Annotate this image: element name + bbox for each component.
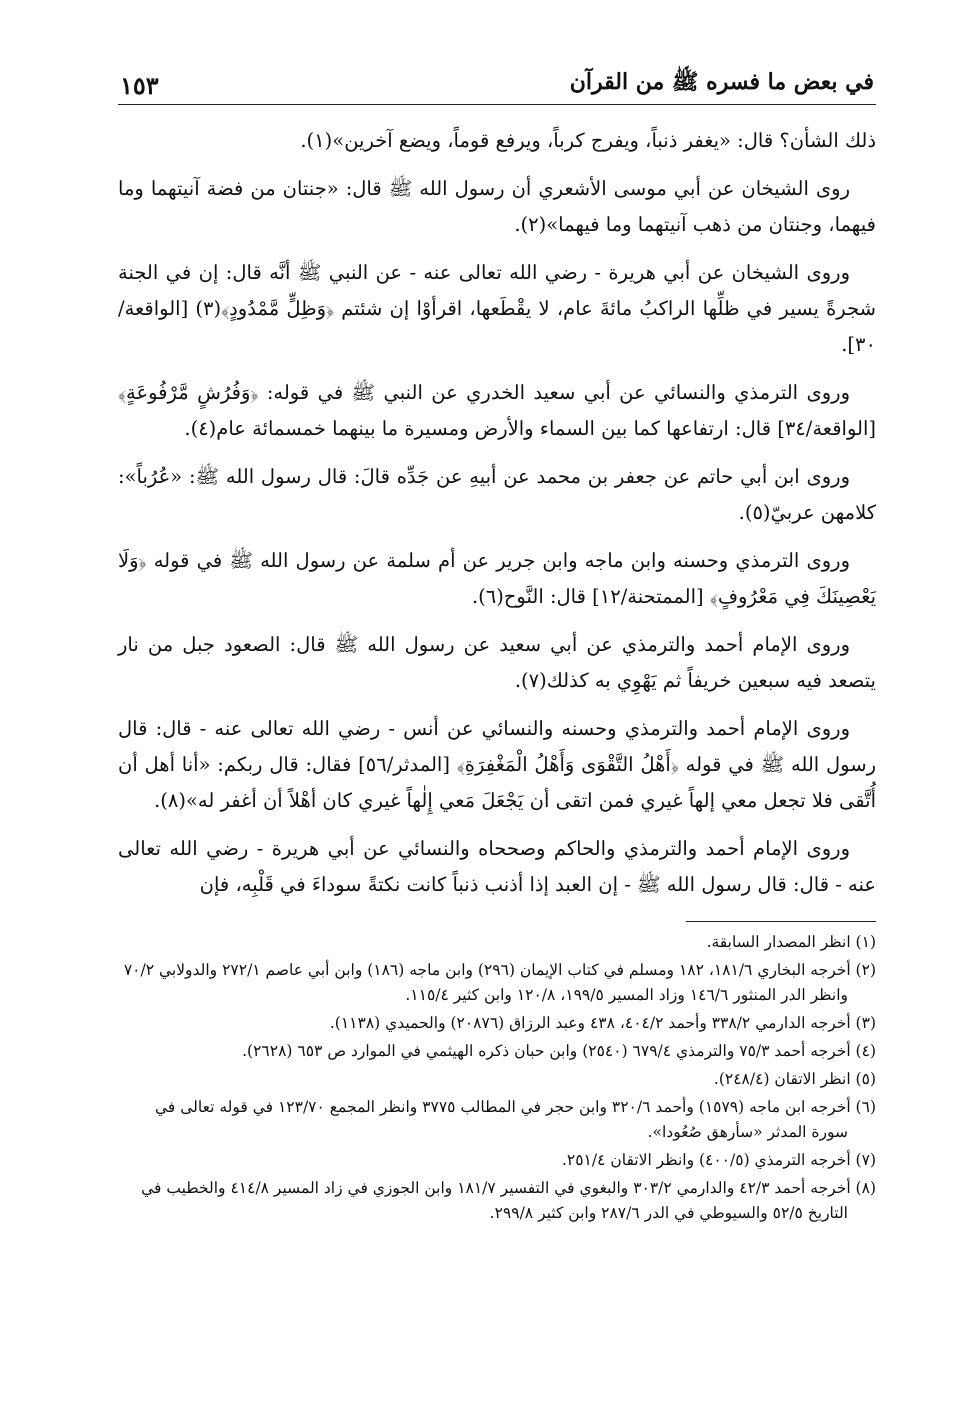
paragraph-9: وروى الإمام أحمد والترمذي والحاكم وصححاه والنسائي عن أبي هريرة - رضي الله تعالى عنه - قال: قال رسول الله ﷺ - إن العبد إذا أذنب ذنباً كانت نكتةً سوداءَ في قَلْبِه، فإن	[118, 837, 876, 896]
paragraph-3: وروى الشيخان عن أبي هريرة - رضي الله تعالى عنه - عن النبي ﷺ أنَّه قال: إن في الجنة شجرةً يسير في ظلِّها الراكبُ مائةَ عام، لا يقْطَعها، اقرأوْا إن شئتم ﴿وَظِلٍّ مَّمْدُودٍ﴾(٣) [الواقعة/٣٠].	[118, 261, 876, 356]
footnotes	[118, 930, 876, 1226]
footnote-separator	[686, 921, 876, 922]
footnote-8: (٨) أخرجه أحمد ٤٢/٣ والدارمي ٣٠٣/٢ والبغوي في التفسير ١٨١/٧ وابن الجوزي في زاد المسير ٤١٤/٨ والخطيب في التاريخ ٥٢/٥ والسيوطي في الدر ٢٨٧/٦ وابن كثير ٢٩٩/٨.	[141, 1179, 876, 1222]
paragraph-1: ذلك الشأن؟ قال: «يغفر ذنباً، ويفرج كرباً، ويرفع قوماً، ويضع آخرين»(١).	[300, 129, 876, 152]
book-page	[118, 56, 876, 1229]
footnote-7: (٧) أخرجه الترمذي (٤٠٠/٥) وانظر الاتقان ٢٥١/٤.	[561, 1151, 876, 1169]
footnote-6: (٦) أخرجه ابن ماجه (١٥٧٩) وأحمد ٣٢٠/٦ وابن حجر في المطالب ٣٧٧٥ وانظر المجمع ١٢٣/٧٠ في قوله تعالى في سورة المدثر «سأرهق صُعُودا».	[155, 1098, 876, 1141]
footnote-1: (١) انظر المصدار السابقة.	[706, 933, 876, 951]
paragraph-5: وروى ابن أبي حاتم عن جعفر بن محمد عن أبيهِ عن جَدِّه قالَ: قال رسول الله ﷺ: «عُرُباً»: كلامهن عربيّ(٥).	[118, 465, 876, 524]
chapter-title: في بعض ما فسره ﷺ من القرآن	[569, 69, 874, 95]
footnote-5: (٥) انظر الاتقان (٢٤٨/٤).	[713, 1070, 876, 1088]
footnote-3: (٣) أخرجه الدارمي ٣٣٨/٢ وأحمد ٤٠٤/٢، ٤٣٨ وعبد الرزاق (٢٠٨٧٦) والحميدي (١١٣٨).	[329, 1014, 876, 1032]
paragraph-8: وروى الإمام أحمد والترمذي وحسنه والنسائي عن أنس - رضي الله تعالى عنه - قال: قال رسول الله ﷺ في قوله ﴿أَهْلُ التَّقْوَى وَأَهْلُ الْمَغْفِرَةِ﴾ [المدثر/٥٦] فقال: قال ربكم: «أنا أهل أن أُتَّقى فلا تجعل معي إلهاً غيري فمن اتقى أن يَجْعَلَ مَعي إِلٰهاً غيري كان أهْلاً أن أغفر له»(٨).	[118, 717, 877, 812]
main-text	[118, 123, 876, 903]
footnote-2: (٢) أخرجه البخاري ١٨١/٦، ١٨٢ ومسلم في كتاب الإيمان (٢٩٦) وابن ماجه (١٨٦) وابن أبي عاصم ٢٧٢/١ والدولابي ٧٠/٢ وانظر الدر المنثور ١٤٦/٦ وزاد المسير ١٩٩/٥، ١٢٠/٨ وابن كثير ١١٥/٤.	[123, 961, 876, 1004]
paragraph-7: وروى الإمام أحمد والترمذي عن أبي سعيد عن رسول الله ﷺ قال: الصعود جبل من نار يتصعد فيه سبعين خريفاً ثم يَهْوِي به كذلك(٧).	[118, 633, 876, 692]
paragraph-2: روى الشيخان عن أبي موسى الأشعري أن رسول الله ﷺ قال: «جنتان من فضة آنيتهما وما فيهما، وجنتان من ذهب آنيتهما وما فيهما»(٢).	[118, 177, 876, 236]
running-header	[118, 56, 876, 105]
footnote-4: (٤) أخرجه أحمد ٧٥/٣ والترمذي ٦٧٩/٤ (٢٥٤٠) وابن حبان ذكره الهيثمي في الموارد ص ٦٥٣ (٢٦٢٨).	[242, 1042, 876, 1060]
page-number: ١٥٣	[120, 71, 159, 100]
paragraph-6: وروى الترمذي وحسنه وابن ماجه وابن جرير عن أم سلمة عن رسول الله ﷺ في قوله ﴿وَلَا يَعْصِينَكَ فِي مَعْرُوفٍ﴾ [الممتحنة/١٢] قال: النَّوح(٦).	[118, 549, 876, 608]
paragraph-4: وروى الترمذي والنسائي عن أبي سعيد الخدري عن النبي ﷺ في قوله: ﴿وَفُرُشٍ مَّرْفُوعَةٍ﴾ [الواقعة/٣٤] قال: ارتفاعها كما بين السماء والأرض ومسيرة ما بينهما خمسمائة عام(٤).	[118, 381, 876, 440]
